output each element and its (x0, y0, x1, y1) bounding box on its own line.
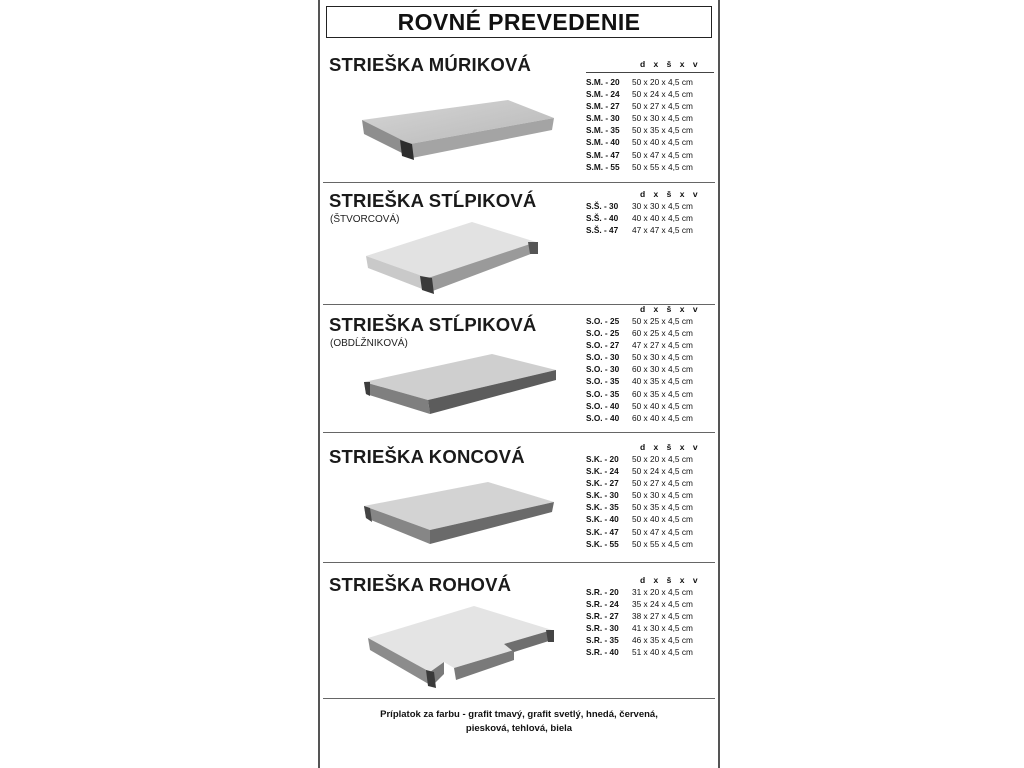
section-divider (323, 432, 715, 433)
section-divider (323, 182, 715, 183)
note-line-2: piesková, tehlová, biela (465, 723, 573, 734)
spec-header: d x š x v (640, 59, 701, 69)
spec-row: S.K. - 24 50 x 24 x 4,5 cm (586, 466, 693, 477)
spec-rows (586, 200, 714, 236)
spec-row: S.K. - 20 50 x 20 x 4,5 cm (586, 454, 693, 464)
spec-table-koncova (586, 441, 714, 550)
spec-header: d x š x v (640, 189, 701, 199)
spec-row: S.M. - 35 50 x 35 x 4,5 cm (586, 125, 693, 136)
spec-row: S.Š. - 40 40 x 40 x 4,5 cm (586, 213, 693, 224)
product-image-rohova (364, 602, 564, 699)
spec-row: S.O. - 30 60 x 30 x 4,5 cm (586, 364, 693, 375)
spec-rows (586, 315, 714, 424)
spec-row: S.Š. - 47 47 x 47 x 4,5 cm (586, 225, 693, 236)
spec-row: S.M. - 47 50 x 47 x 4,5 cm (586, 149, 693, 160)
section-title-murikova: STRIEŠKA MÚRIKOVÁ (329, 54, 532, 75)
spec-row: S.O. - 25 50 x 25 x 4,5 cm (586, 316, 693, 326)
spec-row: S.M. - 55 50 x 55 x 4,5 cm (586, 161, 693, 172)
spec-row: S.R. - 35 46 x 35 x 4,5 cm (586, 635, 693, 646)
product-image-obdlznikova (360, 348, 560, 433)
spec-row: S.K. - 27 50 x 27 x 4,5 cm (586, 478, 693, 489)
section-subtitle-stvorcova: (ŠTVORCOVÁ) (330, 214, 400, 225)
spec-table-obdlznikova (586, 303, 714, 424)
section-divider (323, 562, 715, 563)
section-divider (323, 698, 715, 699)
spec-row: S.M. - 30 50 x 30 x 4,5 cm (586, 113, 693, 124)
spec-row: S.O. - 25 60 x 25 x 4,5 cm (586, 328, 693, 339)
spec-row: S.R. - 30 41 x 30 x 4,5 cm (586, 623, 693, 634)
spec-row: S.O. - 30 50 x 30 x 4,5 cm (586, 352, 693, 363)
spec-header-line (586, 72, 714, 73)
spec-row: S.Š. - 30 30 x 30 x 4,5 cm (586, 201, 693, 211)
spec-row: S.R. - 27 38 x 27 x 4,5 cm (586, 611, 693, 622)
section-title-rohova: STRIEŠKA ROHOVÁ (329, 574, 512, 595)
spec-row: S.K. - 35 50 x 35 x 4,5 cm (586, 502, 693, 513)
spec-table-stvorcova (586, 188, 714, 236)
spec-row: S.K. - 55 50 x 55 x 4,5 cm (586, 538, 693, 549)
spec-row: S.K. - 47 50 x 47 x 4,5 cm (586, 526, 693, 537)
spec-row: S.O. - 40 60 x 40 x 4,5 cm (586, 412, 693, 423)
spec-row: S.M. - 24 50 x 24 x 4,5 cm (586, 89, 693, 100)
spec-header: d x š x v (640, 442, 701, 452)
product-image-stvorcova (360, 216, 560, 306)
spec-row: S.K. - 40 50 x 40 x 4,5 cm (586, 514, 693, 525)
spec-header: d x š x v (640, 575, 701, 585)
section-subtitle-obdlznikova: (OBDĹŽNIKOVÁ) (330, 338, 408, 349)
spec-row: S.M. - 20 50 x 20 x 4,5 cm (586, 77, 693, 87)
product-image-koncova (360, 478, 560, 563)
catalog-page (318, 0, 720, 768)
spec-header: d x š x v (640, 304, 701, 314)
spec-row: S.M. - 40 50 x 40 x 4,5 cm (586, 137, 693, 148)
section-title-koncova: STRIEŠKA KONCOVÁ (329, 446, 525, 467)
section-title-stlpikova-stvorcova: STRIEŠKA STĹPIKOVÁ (329, 190, 537, 211)
spec-row: S.O. - 40 50 x 40 x 4,5 cm (586, 400, 693, 411)
note-line-1: Príplatok za farbu - grafit tmavý, grafit svetlý, hnedá, červená, (380, 709, 658, 720)
spec-row: S.R. - 20 31 x 20 x 4,5 cm (586, 587, 693, 597)
spec-table-murikova (586, 58, 714, 173)
spec-row: S.R. - 40 51 x 40 x 4,5 cm (586, 647, 693, 658)
spec-table-rohova (586, 574, 714, 659)
spec-row: S.K. - 30 50 x 30 x 4,5 cm (586, 490, 693, 501)
spec-row: S.R. - 24 35 x 24 x 4,5 cm (586, 599, 693, 610)
spec-rows (586, 76, 714, 173)
spec-rows (586, 453, 714, 550)
color-surcharge-note (320, 708, 718, 736)
spec-row: S.O. - 27 47 x 27 x 4,5 cm (586, 340, 693, 351)
spec-row: S.M. - 27 50 x 27 x 4,5 cm (586, 101, 693, 112)
page-title: ROVNÉ PREVEDENIE (326, 6, 712, 38)
section-title-stlpikova-obdlznikova: STRIEŠKA STĹPIKOVÁ (329, 314, 537, 335)
spec-row: S.O. - 35 40 x 35 x 4,5 cm (586, 376, 693, 387)
spec-rows (586, 586, 714, 659)
product-image-murikova (358, 92, 558, 177)
spec-row: S.O. - 35 60 x 35 x 4,5 cm (586, 388, 693, 399)
